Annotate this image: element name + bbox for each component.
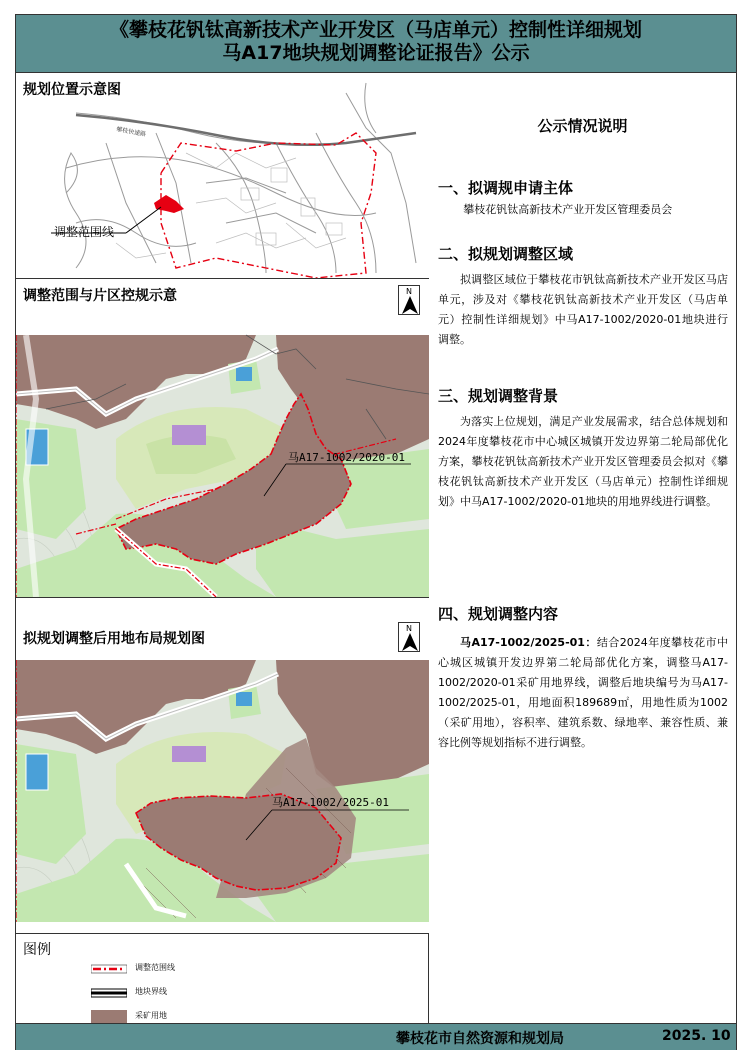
current-parcel-label: 马A17-1002/2020-01 — [288, 451, 405, 464]
section-4-body: 结合2024年度攀枝花市中心城区城镇开发边界第二轮局部优化方案，调整马A17-1002/2020-01采矿用地界线，调整后地块编号为马A17-1002/2025-01，用地面积189689㎡，用地性质为1002（采矿用地），容积率、建筑系数、绿地率、兼容性质、兼容比例等规划指标不进行调整。 — [438, 636, 728, 749]
page-title-line1: 《攀枝花钒钛高新技术产业开发区（马店单元）控制性详细规划 — [109, 19, 642, 41]
header — [16, 15, 736, 73]
road-label: 攀枝快速路 — [115, 126, 147, 139]
north-arrow-label: N — [406, 287, 412, 296]
section-3-heading: 三、规划调整背景 — [438, 387, 559, 405]
section-2-heading: 二、拟规划调整区域 — [438, 245, 574, 263]
boundary-callout-label: 调整范围线 — [54, 225, 115, 239]
legend-label: 采矿用地 — [135, 1011, 167, 1020]
adjusted-plan-title: 拟规划调整后用地布局规划图 — [23, 631, 205, 647]
boundary-line-symbol — [91, 962, 127, 976]
location-map-title: 规划位置示意图 — [23, 82, 121, 98]
legend-label: 调整范围线 — [135, 963, 175, 972]
adjusted-plan-map — [16, 598, 429, 933]
section-4-text — [438, 633, 728, 753]
page-frame — [15, 14, 737, 1050]
page-title-line2: 马A17地块规划调整论证报告》公示 — [222, 42, 530, 64]
legend — [16, 933, 429, 1023]
location-map — [16, 73, 429, 278]
section-4-lead: 马A17-1002/2025-01： — [460, 636, 597, 649]
mining-land-swatch — [91, 1010, 127, 1024]
legend-title: 图例 — [23, 942, 51, 958]
map-column — [16, 73, 429, 1023]
section-4-heading: 四、规划调整内容 — [438, 605, 559, 623]
legend-label: 地块界线 — [135, 987, 167, 996]
section-3-text: 为落实上位规划，满足产业发展需求，结合总体规划和2024年度攀枝花市中心城区城镇开发边界第二轮局部优化方案，攀枝花钒钛高新技术产业开发区管理委员会拟对《攀枝花钒钛高新技术产业开发区（马店单元）控制性详细规划》中马A17-1002/2020-01地块的用地界线进行调整。 — [438, 415, 728, 508]
notice-column — [429, 73, 736, 1023]
parcel-line-symbol — [91, 986, 127, 1000]
adjusted-parcel-label: 马A17-1002/2025-01 — [272, 796, 389, 809]
section-1-heading: 一、拟调规申请主体 — [438, 179, 574, 197]
footer — [16, 1023, 736, 1050]
north-arrow-label: N — [406, 624, 412, 633]
location-map-panel — [16, 73, 429, 278]
section-2-text: 拟调整区域位于攀枝花市钒钛高新技术产业开发区马店单元，涉及对《攀枝花钒钛高新技术产业开发区（马店单元）控制性详细规划》中马A17-1002/2020-01地块进行调整。 — [438, 273, 728, 346]
section-1-text: 攀枝花钒钛高新技术产业开发区管理委员会 — [463, 203, 673, 216]
notice-title: 公示情况说明 — [537, 117, 628, 135]
adjusted-plan-panel — [16, 598, 429, 933]
current-plan-title: 调整范围与片区控规示意 — [23, 288, 177, 304]
issuing-authority: 攀枝花市自然资源和规划局 — [396, 1031, 564, 1047]
current-plan-panel — [16, 279, 429, 597]
north-arrow-2 — [398, 622, 420, 652]
current-plan-map — [16, 279, 429, 597]
north-arrow-1 — [398, 285, 420, 315]
publish-date: 2025. 10 — [662, 1028, 731, 1044]
